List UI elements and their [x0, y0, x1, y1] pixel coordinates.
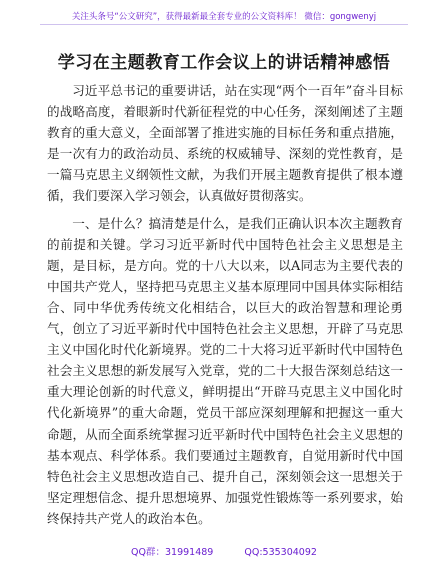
paragraph-1: 习近平总书记的重要讲话，站在实现“两个一百年”奋斗目标的战略高度，着眼新时代新征程党的中心任务，深刻阐述了主题教育的重大意义，全面部署了推进实施的目标任务和重点措施，是一次有力的政治动员、系统的权威辅导、深刻的党性教育，是一篇马克思主义纲领性文献，为我们开展主题教育提供了根本遵循，我们要深入学习领会，认真做好贯彻落实。 — [47, 83, 403, 204]
document-title: 学习在主题教育工作会议上的讲话精神感悟 — [57, 53, 391, 73]
footer-qq-number: QQ:535304092 — [244, 547, 317, 558]
header-promo-note: 关注头条号“公文研究”，获得最新最全套专业的公文资料库！ 微信：gongwenyj — [71, 12, 377, 22]
header-divider — [40, 24, 408, 25]
paragraph-2: 一、是什么？搞清楚是什么，是我们正确认识本次主题教育的前提和关键。学习习近平新时代中国特色社会主义思想是主题，是目标，是方向。党的十八大以来，以A同志为主要代表的中国共产党人，坚持把马克思主义基本原理同中国具体实际相结合、同中华优秀传统文化相结合，以巨大的政治智慧和理论勇气，创立了习近平新时代中国特色社会主义思想，开辟了马克思主义中国化时代化新境界。党的二十大将习近平新时代中国特色社会主义思想的新发展写入党章，党的二十大报告深刻总结这一重大理论创新的时代意义，鲜明提出“开辟马克思主义中国化时代化新境界”的重大命题，党员干部应深刻理解和把握这一重大命题，从而全面系统掌握习近平新时代中国特色社会主义思想的基本观点、科学体系。我们要通过主题教育，自觉用新时代中国特色社会主义思想改造自己、提升自己，深刻领会这一思想关于坚定理想信念、提升思想境界、加强党性锻炼等一系列要求，始终保持共产党人的政治本色。 — [47, 215, 403, 526]
footer-contact — [0, 544, 448, 558]
footer-qq-group: QQ群：31991489 — [131, 547, 214, 558]
document-body — [47, 80, 403, 529]
